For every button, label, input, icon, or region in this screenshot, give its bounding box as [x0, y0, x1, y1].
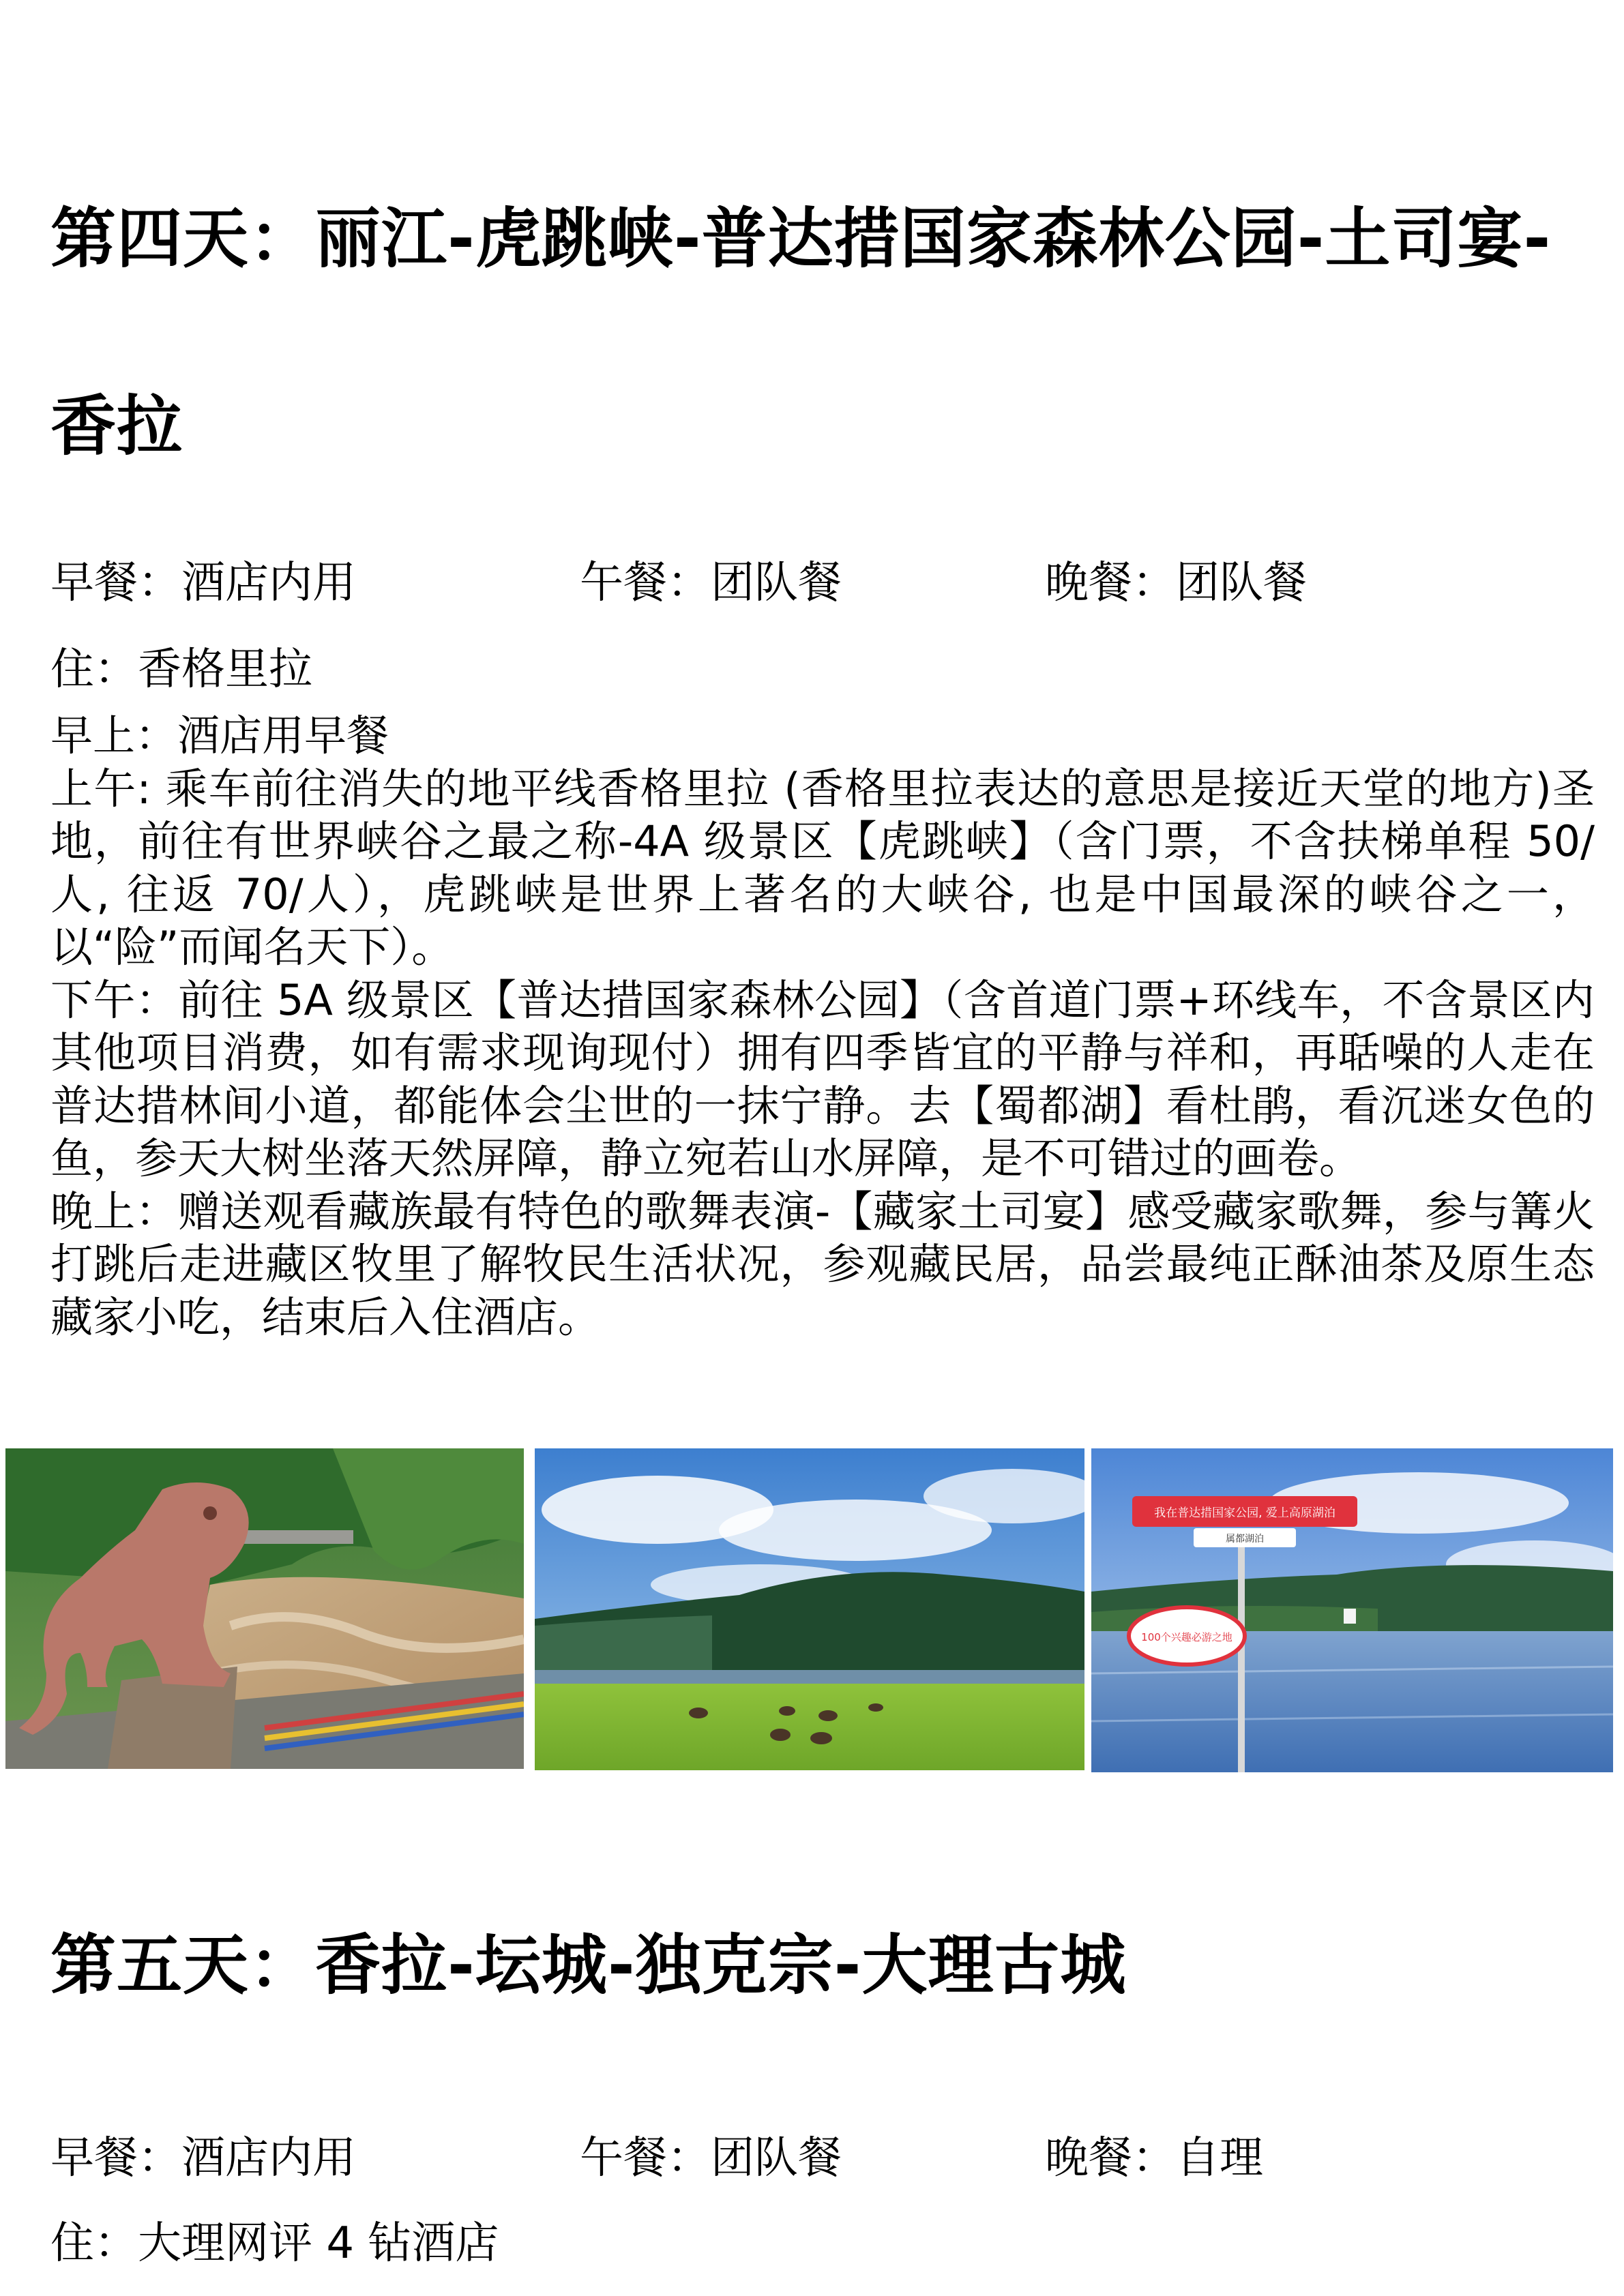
pudacuo-lake-sign-photo — [1091, 1448, 1613, 1772]
day5-title: 第五天：香拉-坛城-独克宗-大理古城 — [50, 1927, 1127, 2003]
board-text: 100个兴趣必游之地 — [1141, 1631, 1232, 1643]
day4-itinerary — [50, 709, 1595, 1343]
tiger-leaping-gorge-photo — [5, 1448, 524, 1769]
day4-dinner: 晚餐：团队餐 — [1045, 558, 1307, 608]
itinerary-evening: 晚上：赠送观看藏族最有特色的歌舞表演-【藏家土司宴】感受藏家歌舞，参与篝火打跳后走进藏区牧里了解牧民生活状况，参观藏民居，品尝最纯正酥油茶及原生态藏家小吃，结束后入住酒店。 — [50, 1186, 1595, 1342]
day4-lunch: 午餐：团队餐 — [580, 558, 842, 608]
photo-strip — [5, 1448, 1612, 1772]
sign-text: 我在普达措国家公园, 爱上高原湖泊 — [1154, 1506, 1335, 1520]
day5-breakfast: 早餐：酒店内用 — [50, 2133, 356, 2183]
itinerary-afternoon: 下午：前往 5A 级景区【普达措国家森林公园】（含首道门票+环线车，不含景区内其他项目消费，如有需求现询现付）拥有四季皆宜的平静与祥和，再聒噪的人走在普达措林间小道，都能体会尘世的一抹宁静。去【蜀都湖】看杜鹃，看沉迷女色的鱼，参天大树坐落天然屏障，静立宛若山水屏障，是不可错过的画卷。 — [50, 974, 1595, 1183]
day4-stay: 住：香格里拉 — [50, 644, 312, 695]
day4-title-line1: 第四天：丽江-虎跳峡-普达措国家森林公园-土司宴- — [50, 200, 1552, 277]
day4-title-line2: 香拉 — [50, 388, 183, 464]
sign-small-text: 属都湖泊 — [1226, 1534, 1264, 1545]
day5-lunch: 午餐：团队餐 — [580, 2133, 842, 2183]
day5-stay: 住：大理网评 4 钻酒店 — [50, 2218, 499, 2269]
pudacuo-meadow-photo — [535, 1448, 1084, 1770]
day5-meals — [50, 2124, 1578, 2192]
day5-dinner: 晚餐：自理 — [1045, 2133, 1263, 2183]
day4-meals — [50, 549, 1578, 617]
itinerary-morning-meal: 早上：酒店用早餐 — [50, 711, 389, 760]
itinerary-morning: 上午: 乘车前往消失的地平线香格里拉 (香格里拉表达的意思是接近天堂的地方)圣地，前往有世界峡谷之最之称-4A 级景区【虎跳峡】（含门票，不含扶梯单程 50/人, 往返 70/人），虎跳峡是世界上著名的大峡谷, 也是中国最深的峡谷之一，以“险”而闻名天下）。 — [50, 763, 1595, 972]
day4-breakfast: 早餐：酒店内用 — [50, 558, 356, 608]
